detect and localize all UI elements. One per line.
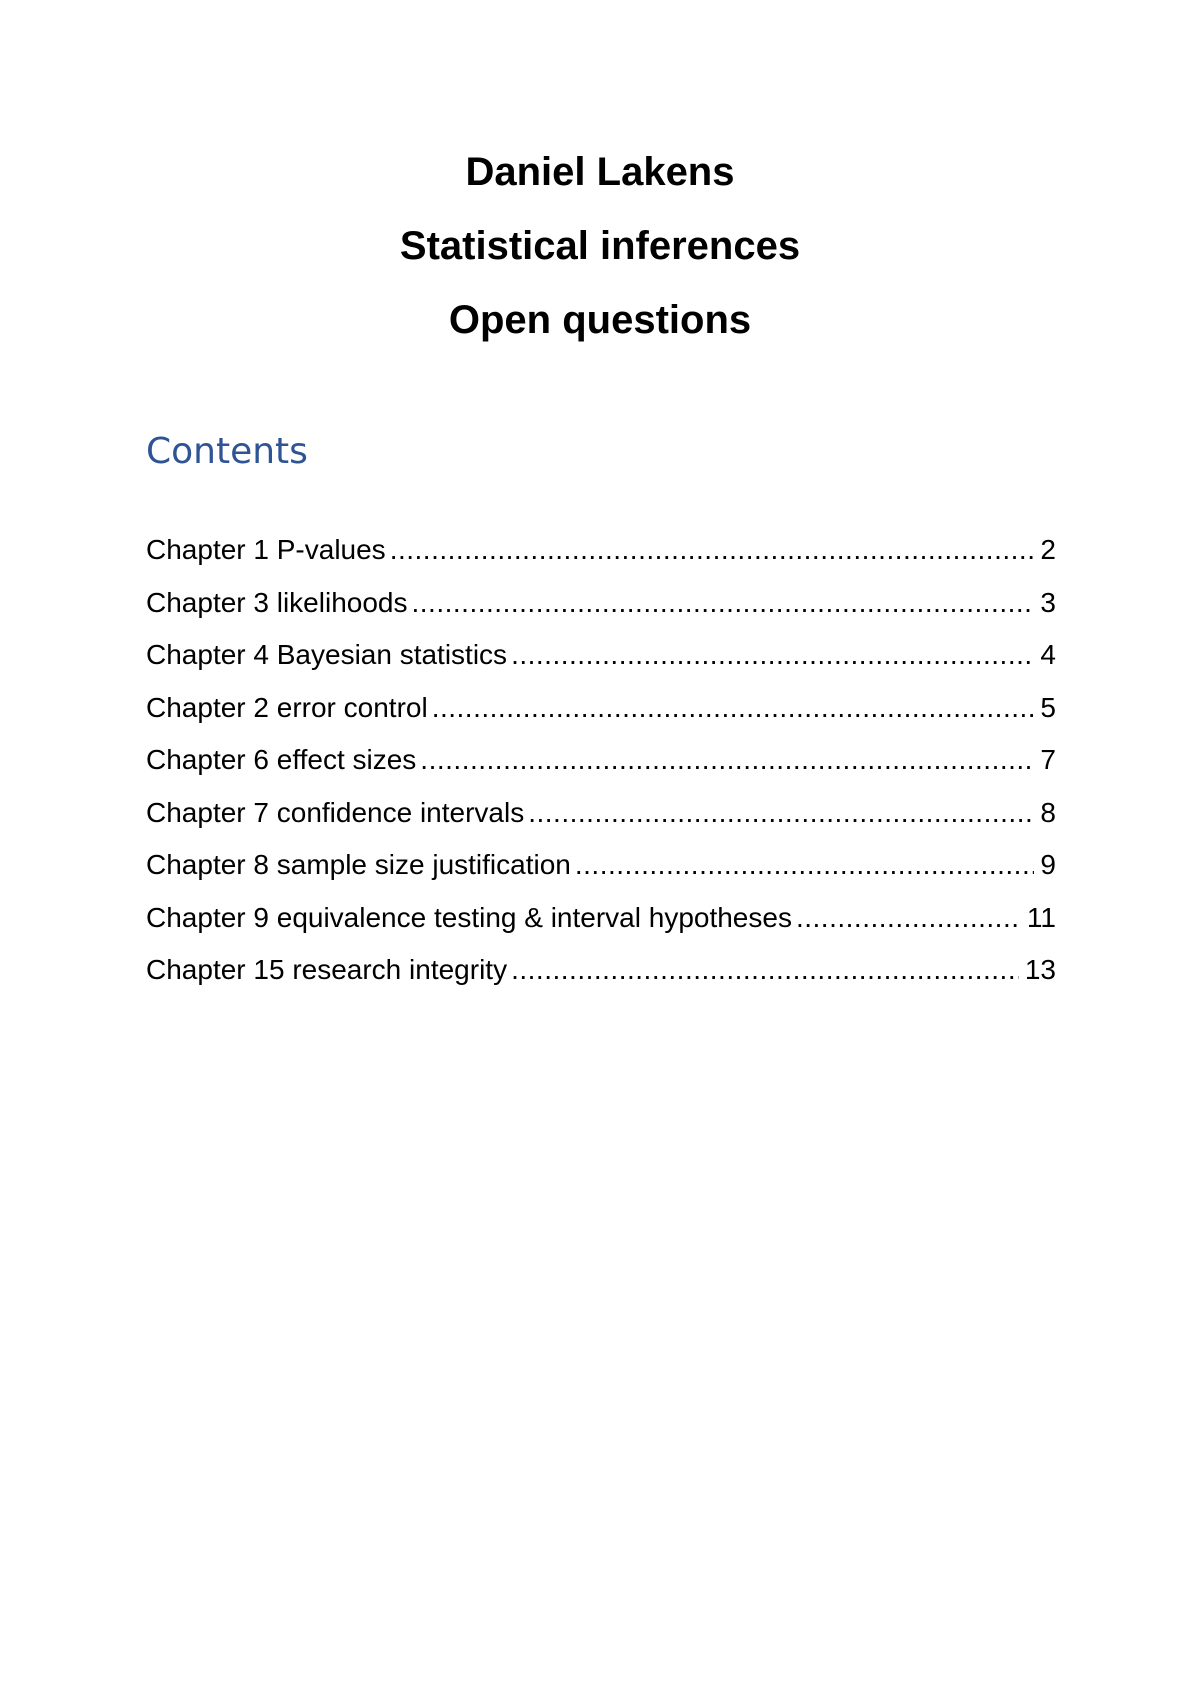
toc-entry-title: Chapter 2 error control (146, 691, 428, 723)
toc-entry-title: Chapter 6 effect sizes (146, 744, 417, 775)
toc-entry[interactable] (146, 742, 1056, 795)
toc-entry[interactable] (146, 532, 1056, 585)
toc-entry-page: 2 (1040, 534, 1056, 565)
document-title: Statistical inferences (399, 224, 801, 268)
toc-entry-page: 4 (1040, 639, 1056, 670)
toc-dot-leader (420, 742, 1034, 778)
toc-entry-title: Chapter 4 Bayesian statistics (146, 639, 508, 670)
toc-entry[interactable] (146, 690, 1056, 743)
toc-entry-page: 5 (1040, 691, 1056, 723)
toc-entry[interactable] (146, 585, 1056, 638)
toc-entry-title: Chapter 7 confidence intervals (146, 796, 525, 828)
toc-entry-page: 11 (1026, 901, 1056, 933)
toc-entry-page: 3 (1040, 586, 1056, 618)
toc-entry-page: 7 (1040, 744, 1056, 775)
toc-dot-leader (412, 585, 1035, 621)
toc-entry[interactable] (146, 795, 1056, 848)
toc-entry-title: Chapter 15 research integrity (146, 954, 508, 985)
toc-entry-title: Chapter 1 P-values (146, 534, 386, 565)
toc-dot-leader (432, 690, 1035, 726)
toc-entry-title: Chapter 3 likelihoods (146, 586, 408, 618)
toc-entry[interactable] (146, 900, 1056, 953)
toc-dot-leader (796, 900, 1021, 936)
table-of-contents (146, 532, 1056, 1005)
toc-entry[interactable] (146, 847, 1056, 900)
toc-entry-title: Chapter 8 sample size justification (146, 849, 571, 880)
toc-dot-leader (528, 795, 1034, 831)
document-subtitle: Open questions (448, 298, 752, 342)
toc-dot-leader (511, 952, 1019, 988)
toc-entry-page: 13 (1024, 954, 1056, 985)
toc-entry-title: Chapter 9 equivalence testing & interval hypotheses (146, 901, 792, 933)
toc-entry[interactable] (146, 952, 1056, 1005)
toc-entry-page: 8 (1040, 796, 1056, 828)
toc-entry[interactable] (146, 637, 1056, 690)
toc-entry-page: 9 (1040, 849, 1056, 880)
toc-dot-leader (575, 847, 1035, 883)
toc-dot-leader (511, 637, 1034, 673)
title-block (0, 148, 1200, 370)
contents-heading: Contents (146, 431, 308, 472)
author-name: Daniel Lakens (465, 150, 735, 194)
toc-dot-leader (390, 532, 1035, 568)
